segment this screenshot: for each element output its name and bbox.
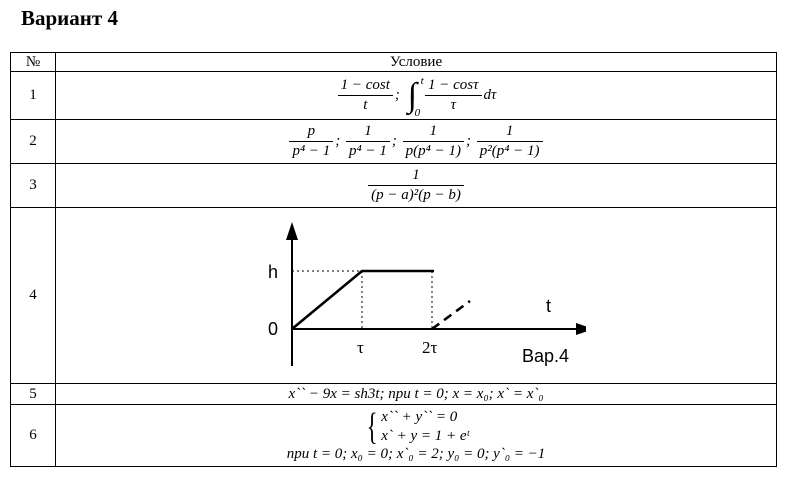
table-row (11, 72, 777, 120)
fraction-denominator: p⁴ − 1 (292, 143, 331, 159)
formula-fraction (289, 122, 333, 161)
dashed-continuation (432, 301, 470, 329)
row-number: 4 (11, 208, 56, 384)
row-number: 6 (11, 405, 56, 467)
fraction-numerator: 1 (346, 122, 390, 142)
row-number: 1 (11, 72, 56, 120)
fraction-denominator: p⁴ − 1 (349, 143, 387, 159)
row-condition: x`` − 9x = sh3t; при t = 0; x = x₀; x` = x`₀ (56, 384, 777, 405)
separator: ; (391, 132, 397, 149)
row-condition (56, 164, 777, 208)
origin-label: 0 (268, 318, 279, 339)
x-label: t (546, 295, 552, 316)
system-equation-2: x` + y = 1 + eᵗ (381, 428, 470, 444)
table-header-row (11, 53, 777, 72)
formula-fraction (477, 122, 543, 161)
system-equations (381, 408, 469, 446)
fraction-numerator: p (289, 122, 333, 142)
header-condition: Условие (56, 53, 777, 72)
formula-fraction (338, 76, 393, 115)
tick-two-tau: 2τ (422, 337, 438, 357)
fraction-denominator: p²(p⁴ − 1) (479, 143, 540, 159)
figure-caption: Вар.4 (522, 345, 570, 366)
fraction-numerator: 1 (403, 122, 464, 142)
formula-fraction (368, 166, 464, 205)
table-row (11, 120, 777, 164)
row-condition (56, 208, 777, 384)
fraction-numerator: 1 − cost (338, 76, 393, 96)
separator: ; (394, 86, 400, 103)
page-title: Вариант 4 (21, 6, 118, 30)
formula-fraction (346, 122, 390, 161)
row-condition (56, 72, 777, 120)
y-label: h (268, 261, 279, 282)
fraction-denominator: (p − a)²(p − b) (371, 187, 461, 203)
y-axis-arrow-icon (286, 222, 298, 240)
differential: dτ (483, 86, 497, 103)
integral-lower-bound: 0 (414, 106, 421, 119)
fraction-numerator: 1 − cosτ (425, 76, 482, 96)
variant-table (10, 52, 777, 467)
table-row (11, 208, 777, 384)
fraction-numerator: 1 (368, 166, 464, 186)
row-number: 3 (11, 164, 56, 208)
formula-fraction (403, 122, 464, 161)
row-number: 2 (11, 120, 56, 164)
initial-conditions: при t = 0; x₀ = 0; x`₀ = 2; y₀ = 0; y`₀ = −1 (286, 446, 546, 462)
separator: ; (465, 132, 471, 149)
equation-system (56, 408, 776, 446)
signal-line (292, 271, 434, 329)
fraction-denominator: t (363, 97, 368, 113)
table-row (11, 405, 777, 467)
fraction-numerator: 1 (477, 122, 543, 142)
fraction-denominator: p(p⁴ − 1) (405, 143, 461, 159)
integral-upper-bound: t (420, 74, 424, 87)
fraction-denominator: τ (450, 97, 456, 113)
signal-graph (246, 216, 586, 376)
row-condition (56, 120, 777, 164)
system-equation-1: x`` + y`` = 0 (381, 409, 458, 425)
integral-sign: ∫ t 0 (407, 74, 424, 119)
table-row (11, 164, 777, 208)
x-axis-arrow-icon (576, 323, 586, 335)
tick-tau: τ (357, 337, 364, 357)
row-number: 5 (11, 384, 56, 405)
header-number: № (11, 53, 56, 72)
row-condition (56, 405, 777, 467)
table-row (11, 384, 777, 405)
formula-fraction (425, 76, 482, 115)
left-brace-icon: { (366, 406, 378, 448)
separator: ; (335, 132, 341, 149)
